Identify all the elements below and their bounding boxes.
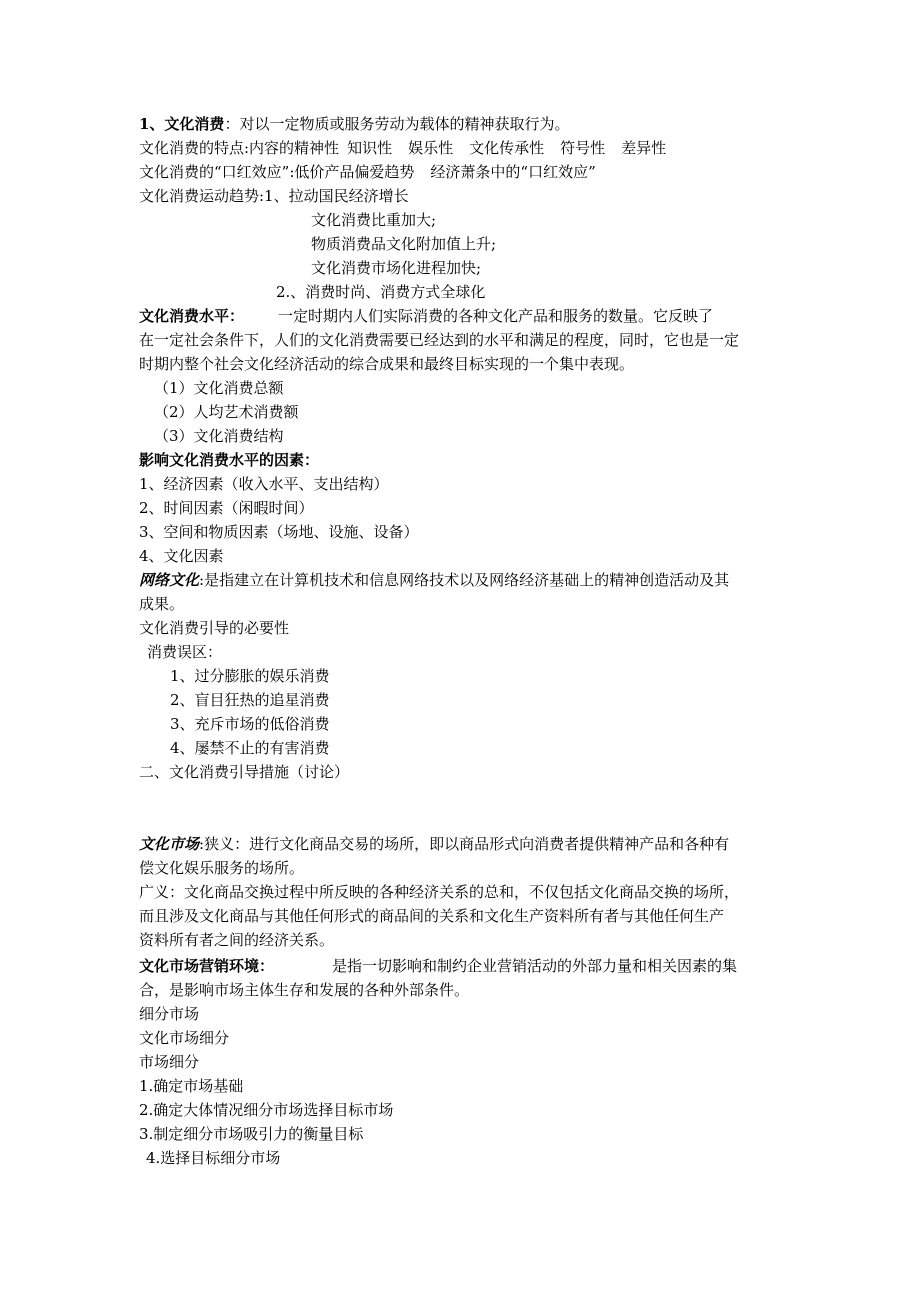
term-cultural-market: 文化市场 <box>139 835 200 853</box>
network-culture-line2: 成果。 <box>139 595 185 613</box>
cultural-market-line2: 偿文化娱乐服务的场所。 <box>139 859 305 877</box>
segment-line: 文化市场细分 <box>139 1029 230 1047</box>
cultural-consumption-definition <box>139 114 569 134</box>
consumption-level-line2: 在一定社会条件下，人们的文化消费需要已经达到的水平和满足的程度，同时，它也是一定 <box>139 331 740 349</box>
factor-item: 4、文化因素 <box>139 547 224 565</box>
cultural-market-broad-2: 而且涉及文化商品与其他任何形式的商品间的关系和文化生产资料所有者与其他任何生产 <box>139 907 725 925</box>
lipstick-effect-b: 经济萧条中的“口红效应” <box>430 163 596 181</box>
marketing-environment-line1 <box>139 956 737 976</box>
segment-step: 1.确定市场基础 <box>139 1077 244 1095</box>
level-item: （2）人均艺术消费额 <box>154 403 299 421</box>
consumption-level-line1 <box>139 306 713 326</box>
trend-item-2: 2.、消费时尚、消费方式全球化 <box>276 283 486 301</box>
misconception-item: 4、屡禁不止的有害消费 <box>170 739 330 757</box>
factors-heading: 影响文化消费水平的因素： <box>139 451 320 469</box>
guidance-necessity: 文化消费引导的必要性 <box>139 619 290 637</box>
definition-text: ：对以一定物质或服务劳动为载体的精神获取行为。 <box>224 115 570 133</box>
guidance-measures: 二、文化消费引导措施（讨论） <box>139 763 350 781</box>
network-text: :是指建立在计算机技术和信息网络技术以及网络经济基础上的精神创造活动及其 <box>199 571 730 589</box>
cultural-market-broad-1: 广义：文化商品交换过程中所反映的各种经济关系的总和，不仅包括文化商品交换的场所， <box>139 883 740 901</box>
term-cultural-consumption: 1、文化消费 <box>139 115 225 133</box>
segment-step: 4.选择目标细分市场 <box>146 1149 281 1167</box>
marketing-environment-line2: 合，是影响市场主体生存和发展的各种外部条件。 <box>139 981 470 999</box>
factor-item: 3、空间和物质因素（场地、设施、设备） <box>139 523 419 541</box>
segment-line: 细分市场 <box>139 1005 200 1023</box>
feature-item: 娱乐性 <box>408 139 454 157</box>
feature-item: 文化传承性 <box>469 139 545 157</box>
level-item: （3）文化消费结构 <box>154 427 284 445</box>
features-label: 文化消费的特点:内容的精神性 <box>139 139 340 157</box>
network-culture-line1 <box>139 570 729 590</box>
consumption-level-line3: 时期内整个社会文化经济活动的综合成果和最终目标实现的一个集中表现。 <box>139 355 635 373</box>
feature-item: 符号性 <box>560 139 606 157</box>
cultural-market-line1 <box>139 834 729 854</box>
factor-item: 1、经济因素（收入水平、支出结构） <box>139 475 389 493</box>
segment-line: 市场细分 <box>139 1053 200 1071</box>
misconception-item: 1、过分膨胀的娱乐消费 <box>170 667 330 685</box>
misconception-label: 消费误区： <box>147 643 223 661</box>
lipstick-effect-a: 文化消费的“口红效应”:低价产品偏爱趋势 <box>139 163 415 181</box>
level-text: 一定时期内人们实际消费的各种文化产品和服务的数量。它反映了 <box>278 307 714 325</box>
cultural-market-broad-3: 资料所有者之间的经济关系。 <box>139 931 335 949</box>
segment-step: 3.制定细分市场吸引力的衡量目标 <box>139 1125 364 1143</box>
trend-heading: 文化消费运动趋势:1、拉动国民经济增长 <box>139 187 409 205</box>
term-consumption-level: 文化消费水平： <box>139 307 245 325</box>
factor-item: 2、时间因素（闲暇时间） <box>139 499 314 517</box>
term-marketing-environment: 文化市场营销环境： <box>139 957 275 975</box>
misconception-item: 3、充斥市场的低俗消费 <box>170 715 330 733</box>
marketing-text: 是指一切影响和制约企业营销活动的外部力量和相关因素的集 <box>332 957 738 975</box>
term-network-culture: 网络文化 <box>139 571 200 589</box>
trend-item: 文化消费市场化进程加快; <box>311 259 482 277</box>
features-line <box>139 138 666 158</box>
segment-step: 2.确定大体情况细分市场选择目标市场 <box>139 1101 394 1119</box>
lipstick-effect-line <box>139 162 596 182</box>
trend-item: 物质消费品文化附加值上升; <box>311 235 497 253</box>
trend-item: 文化消费比重加大; <box>311 211 437 229</box>
level-item: （1）文化消费总额 <box>154 379 284 397</box>
feature-item: 知识性 <box>347 139 393 157</box>
feature-item: 差异性 <box>621 139 667 157</box>
market-narrow-text: :狭义：进行文化商品交易的场所，即以商品形式向消费者提供精神产品和各种有 <box>199 835 730 853</box>
misconception-item: 2、盲目狂热的追星消费 <box>170 691 330 709</box>
